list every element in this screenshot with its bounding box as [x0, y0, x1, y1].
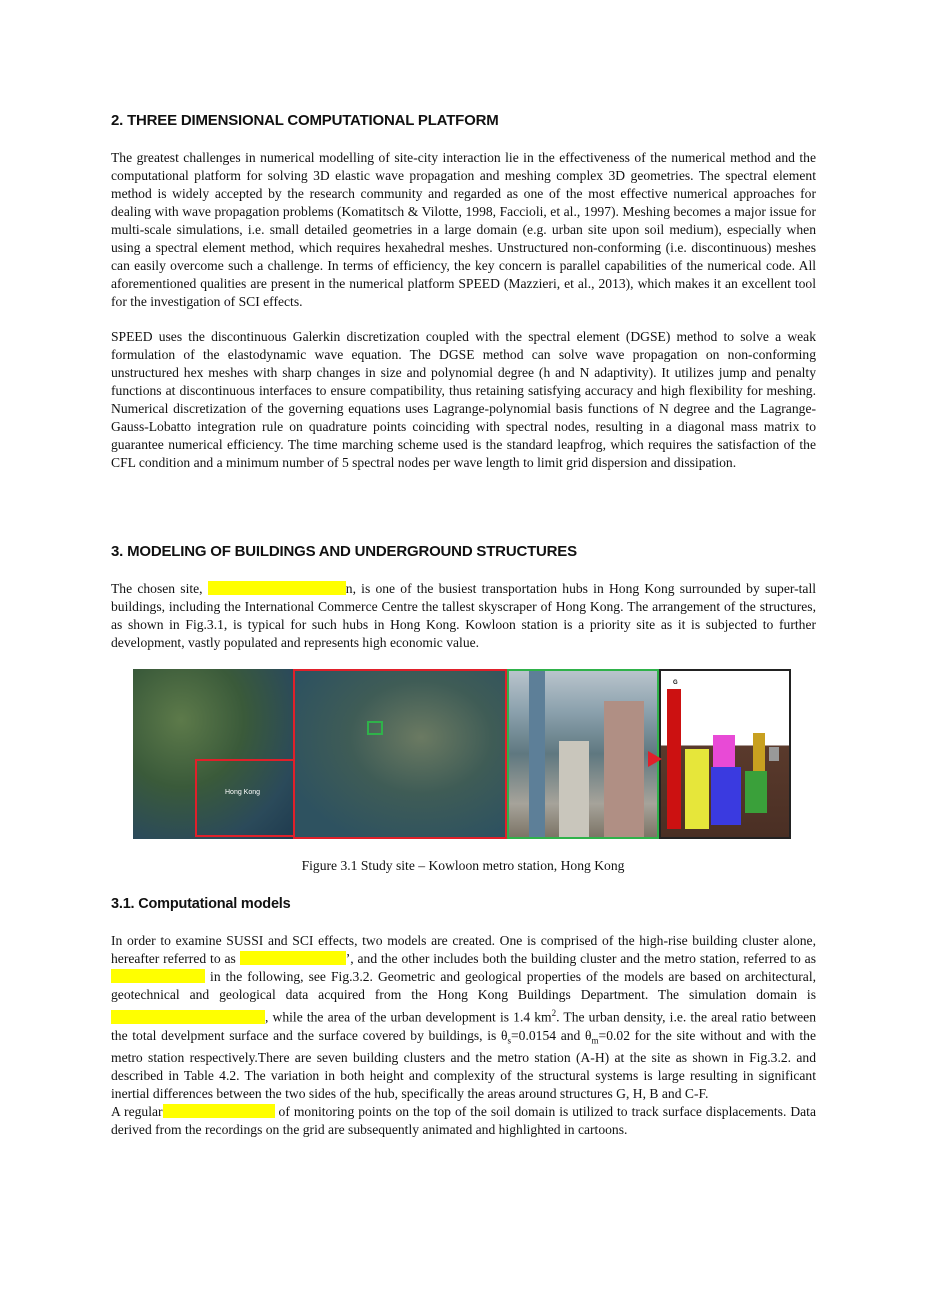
subscript: m — [591, 1035, 599, 1046]
building — [559, 741, 589, 839]
superscript: 2 — [551, 1008, 557, 1018]
text: In order to examine SUSSI and SCI effects, two models are created. One is comprised of the high-rise building cluster alone, hereafter referred to as — [111, 933, 816, 966]
text: in the following, see Fig.3.2. Geometric and geological properties of the models are based on architectural, geotechnical and geological data acquired from the Hong Kong Buildings Department. The simulation domain is — [111, 969, 816, 1002]
text: =0.0154 and θ — [511, 1027, 592, 1043]
section-2-paragraph-2: SPEED uses the discontinuous Galerkin discretization coupled with the spectral element (DGSE) method to solve a weak formulation of the elastodynamic wave equation. The DGSE method can solve wave propagation on non-conforming unstructured hex meshes with sharp changes in size and polynomial degree (h and N adaptivity). It utilizes jump and penalty functions at discontinuous interfaces to ensure compatibility, thus retaining satisfying accuracy and high flexibility for meshing. Numerical discretization of the governing equations uses Lagrange-polynomial basis functions of N degree and the Lagrange-Gauss-Lobatto integration rule on quadrature points coinciding with spectral nodes, resulting in a diagonal mass matrix to guarantee numerical efficiency. The time marching scheme used is the standard leapfrog, which requires the satisfaction of the CFL condition and a minimum number of 5 spectral nodes per wave length to limit grid dispersion and dissipation. — [111, 329, 816, 470]
text: of monitoring points on the top of the soil domain is utilized to track surface displacements. Data derived from the recordings on the grid are subsequently animated and highlighted in cartoons. — [111, 1104, 816, 1138]
subscript: s — [507, 1035, 511, 1046]
section-2-paragraph-1: The greatest challenges in numerical modelling of site-city interaction lie in the effectiveness of the numerical method and the computational platform for solving 3D elastic wave propagation and meshing complex 3D geometries. The spectral element method is widely accepted by the research community and regarded as one of the most effective numerical approaches for dealing with wave propagation problems (Komatitsch & Vilotte, 1998, Faccioli, et al., 1997). Meshing becomes a major issue for multi-scale simulations, i.e. small detailed geometries in a large domain (e.g. urban site upon soil medium), especially when using a spectral element method, which requires hexahedral meshes. Unstructured non-conforming (i.e. discontinuous) meshes can easily overcome such a challenge. In terms of efficiency, the key concern is parallel capabilities of the numerical code. All aforementioned qualities are present in the numerical platform SPEED (Mazzieri, et al., 2013), which makes it an excellent tool for the investigation of SCI effects. — [111, 150, 816, 309]
section-3-1-heading: 3.1. Computational models — [111, 896, 291, 912]
text: The chosen site, — [111, 581, 208, 596]
redacted-highlight — [240, 951, 346, 965]
redacted-highlight — [111, 1010, 265, 1024]
building-blue — [711, 767, 741, 825]
redacted-highlight — [208, 581, 346, 595]
text: ’, and the other includes both the building cluster and the metro station, referred to as — [345, 951, 816, 966]
satellite-map-city — [293, 669, 507, 839]
text: n, is one of the busiest transportation hubs in Hong Kong surrounded by super-tall buildings, including the International Commerce Centre the tallest skyscraper of Hong Kong. The arrangement of the structures, as shown in Fig.3.1, is typical for such hubs in Hong Kong. Kowloon station is a priority site as it is subjected to further development, vastly populated and represents high economic value. — [111, 581, 817, 650]
redacted-highlight — [163, 1104, 275, 1118]
building-green — [745, 771, 767, 813]
section-3-1-paragraph — [111, 932, 816, 1139]
text: =0.02 for the site without and with the metro station respectively.There are seven building clusters and the metro station (A-H) at the site as shown in Fig.3.2. and described in Table 4.2. The variation in both height and complexity of the structural systems is large resulting in significant inertial differences between the two sides of the hub, specifically the areas around structures G, H, B and C-F. — [111, 1027, 816, 1102]
figure-3-1 — [133, 669, 793, 839]
arrow-icon — [648, 751, 662, 767]
section-3-paragraph — [111, 580, 816, 652]
figure-caption: Figure 3.1 Study site – Kowloon metro station, Hong Kong — [301, 858, 625, 873]
building — [604, 701, 644, 839]
section-2-heading: 2. THREE DIMENSIONAL COMPUTATIONAL PLATFORM — [111, 112, 499, 129]
3d-model-render — [659, 669, 791, 839]
section-3-heading: 3. MODELING OF BUILDINGS AND UNDERGROUND STRUCTURES — [111, 543, 577, 560]
text: . The urban density, i.e. the areal ratio between the total develpment surface and the surface covered by buildings, is θ — [111, 1009, 817, 1043]
building-yellow — [685, 749, 709, 829]
building-label: G — [673, 680, 678, 686]
map-label: Hong Kong — [225, 789, 261, 796]
building-gray — [769, 747, 779, 761]
satellite-map-region — [133, 669, 293, 839]
zoom-box-green — [367, 721, 383, 735]
skyscraper — [529, 671, 545, 839]
zoom-box-red — [195, 759, 293, 837]
text: , while the area of the urban development is 1.4 km — [265, 1009, 552, 1025]
text: A regular — [111, 1104, 163, 1120]
redacted-highlight — [111, 969, 205, 983]
aerial-photo-station — [507, 669, 659, 839]
building-g — [667, 689, 681, 829]
